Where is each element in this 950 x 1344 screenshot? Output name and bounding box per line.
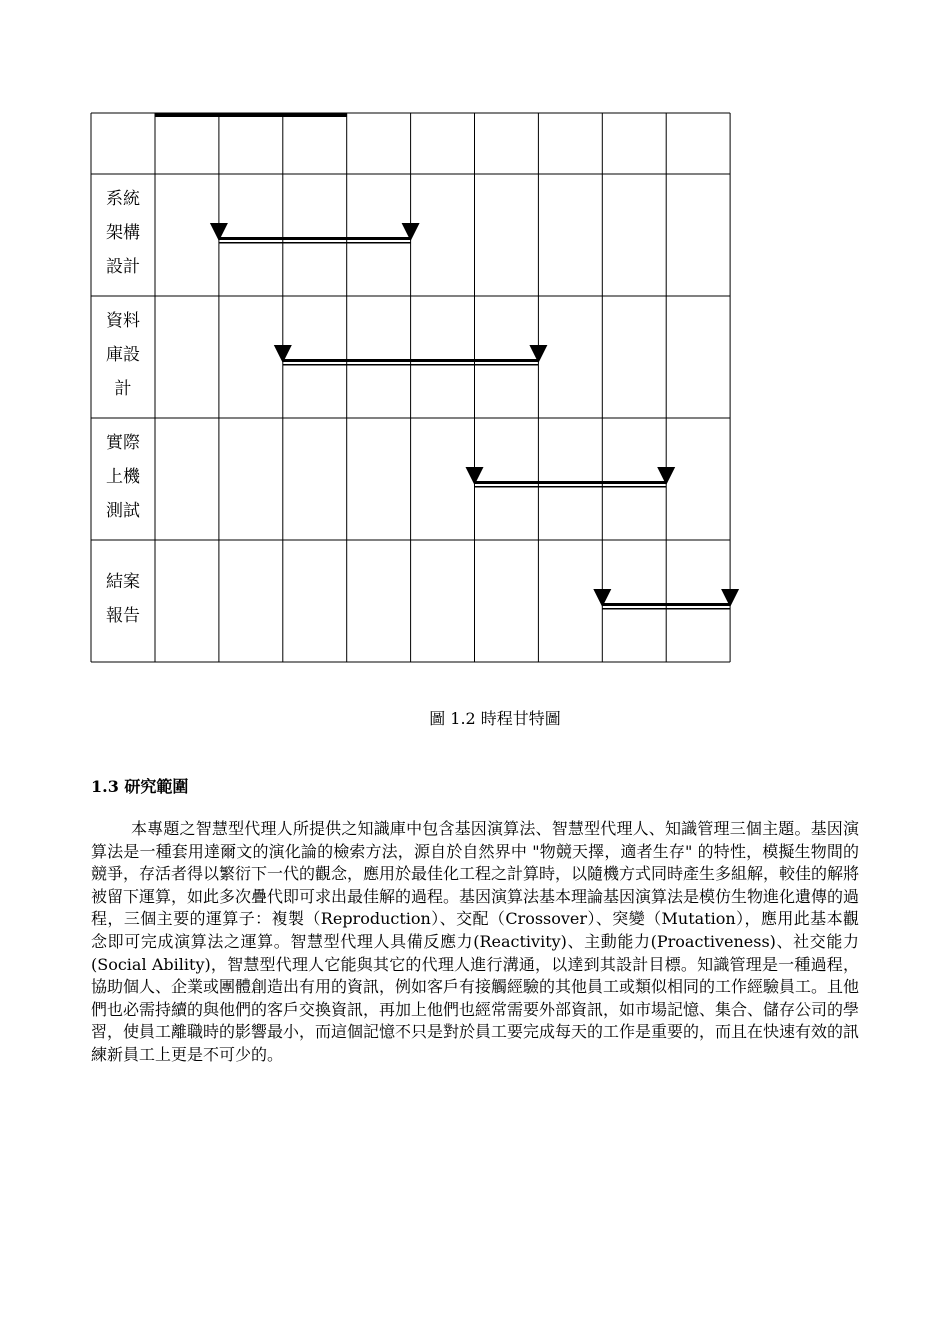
task-bar <box>475 481 667 484</box>
task-bar-underline <box>219 242 411 244</box>
task-bar <box>155 113 347 117</box>
task-label: 結案 報告 <box>106 572 140 626</box>
task-bar-underline <box>283 364 539 366</box>
section-paragraph: 本專題之智慧型代理人所提供之知識庫中包含基因演算法、智慧型代理人、知識管理三個主題。基因演算法是一種套用達爾文的演化論的檢索方法，源自於自然界中 "物競天擇，適者生存" 的特性，模擬生物間的競爭，存活者得以繁衍下一代的觀念，應用於最佳化工程之計算時，以隨機方式同時產生多組解，較佳的解將被留下運算，如此多次疊代即可求出最佳解的過程。基因演算法基本理論基因演算法是模仿生物進化遺傳的過程，三個主要的運算子：複製（Reproduction）、交配（Crossover）、突變（Mutation），應用此基本觀念即可完成演算法之運算。智慧型代理人具備反應力(Reactivity)、主動能力(Proactiveness)、社交能力(Social Ability)，智慧型代理人它能與其它的代理人進行溝通，以達到其設計目標。知識管理是一種過程，協助個人、企業或團體創造出有用的資訊，例如客戶有接觸經驗的其他員工或類似相同的工作經驗員工。且他們也必需持續的與他們的客戶交換資訊，再加上他們也經常需要外部資訊，如市場記憶、集合、儲存公司的學習，使員工離職時的影響最小，而這個記憶不只是對於員工要完成每天的工作是重要的，而且在快速有效的訊練新員工上更是不可少的。 <box>91 819 860 1064</box>
task-bar <box>283 359 539 362</box>
task-bar <box>602 603 730 606</box>
task-label: 實際 上機 測試 <box>106 433 140 521</box>
task-bar <box>219 237 411 240</box>
task-label: 系統 架構 設計 <box>106 189 140 277</box>
task-bar-underline <box>475 486 667 488</box>
task-bar-underline <box>602 608 730 610</box>
task-label: 資料 庫設 計 <box>106 311 140 399</box>
section-heading: 1.3 研究範圍 <box>91 777 189 796</box>
figure-caption: 圖 1.2 時程甘特圖 <box>429 709 561 728</box>
